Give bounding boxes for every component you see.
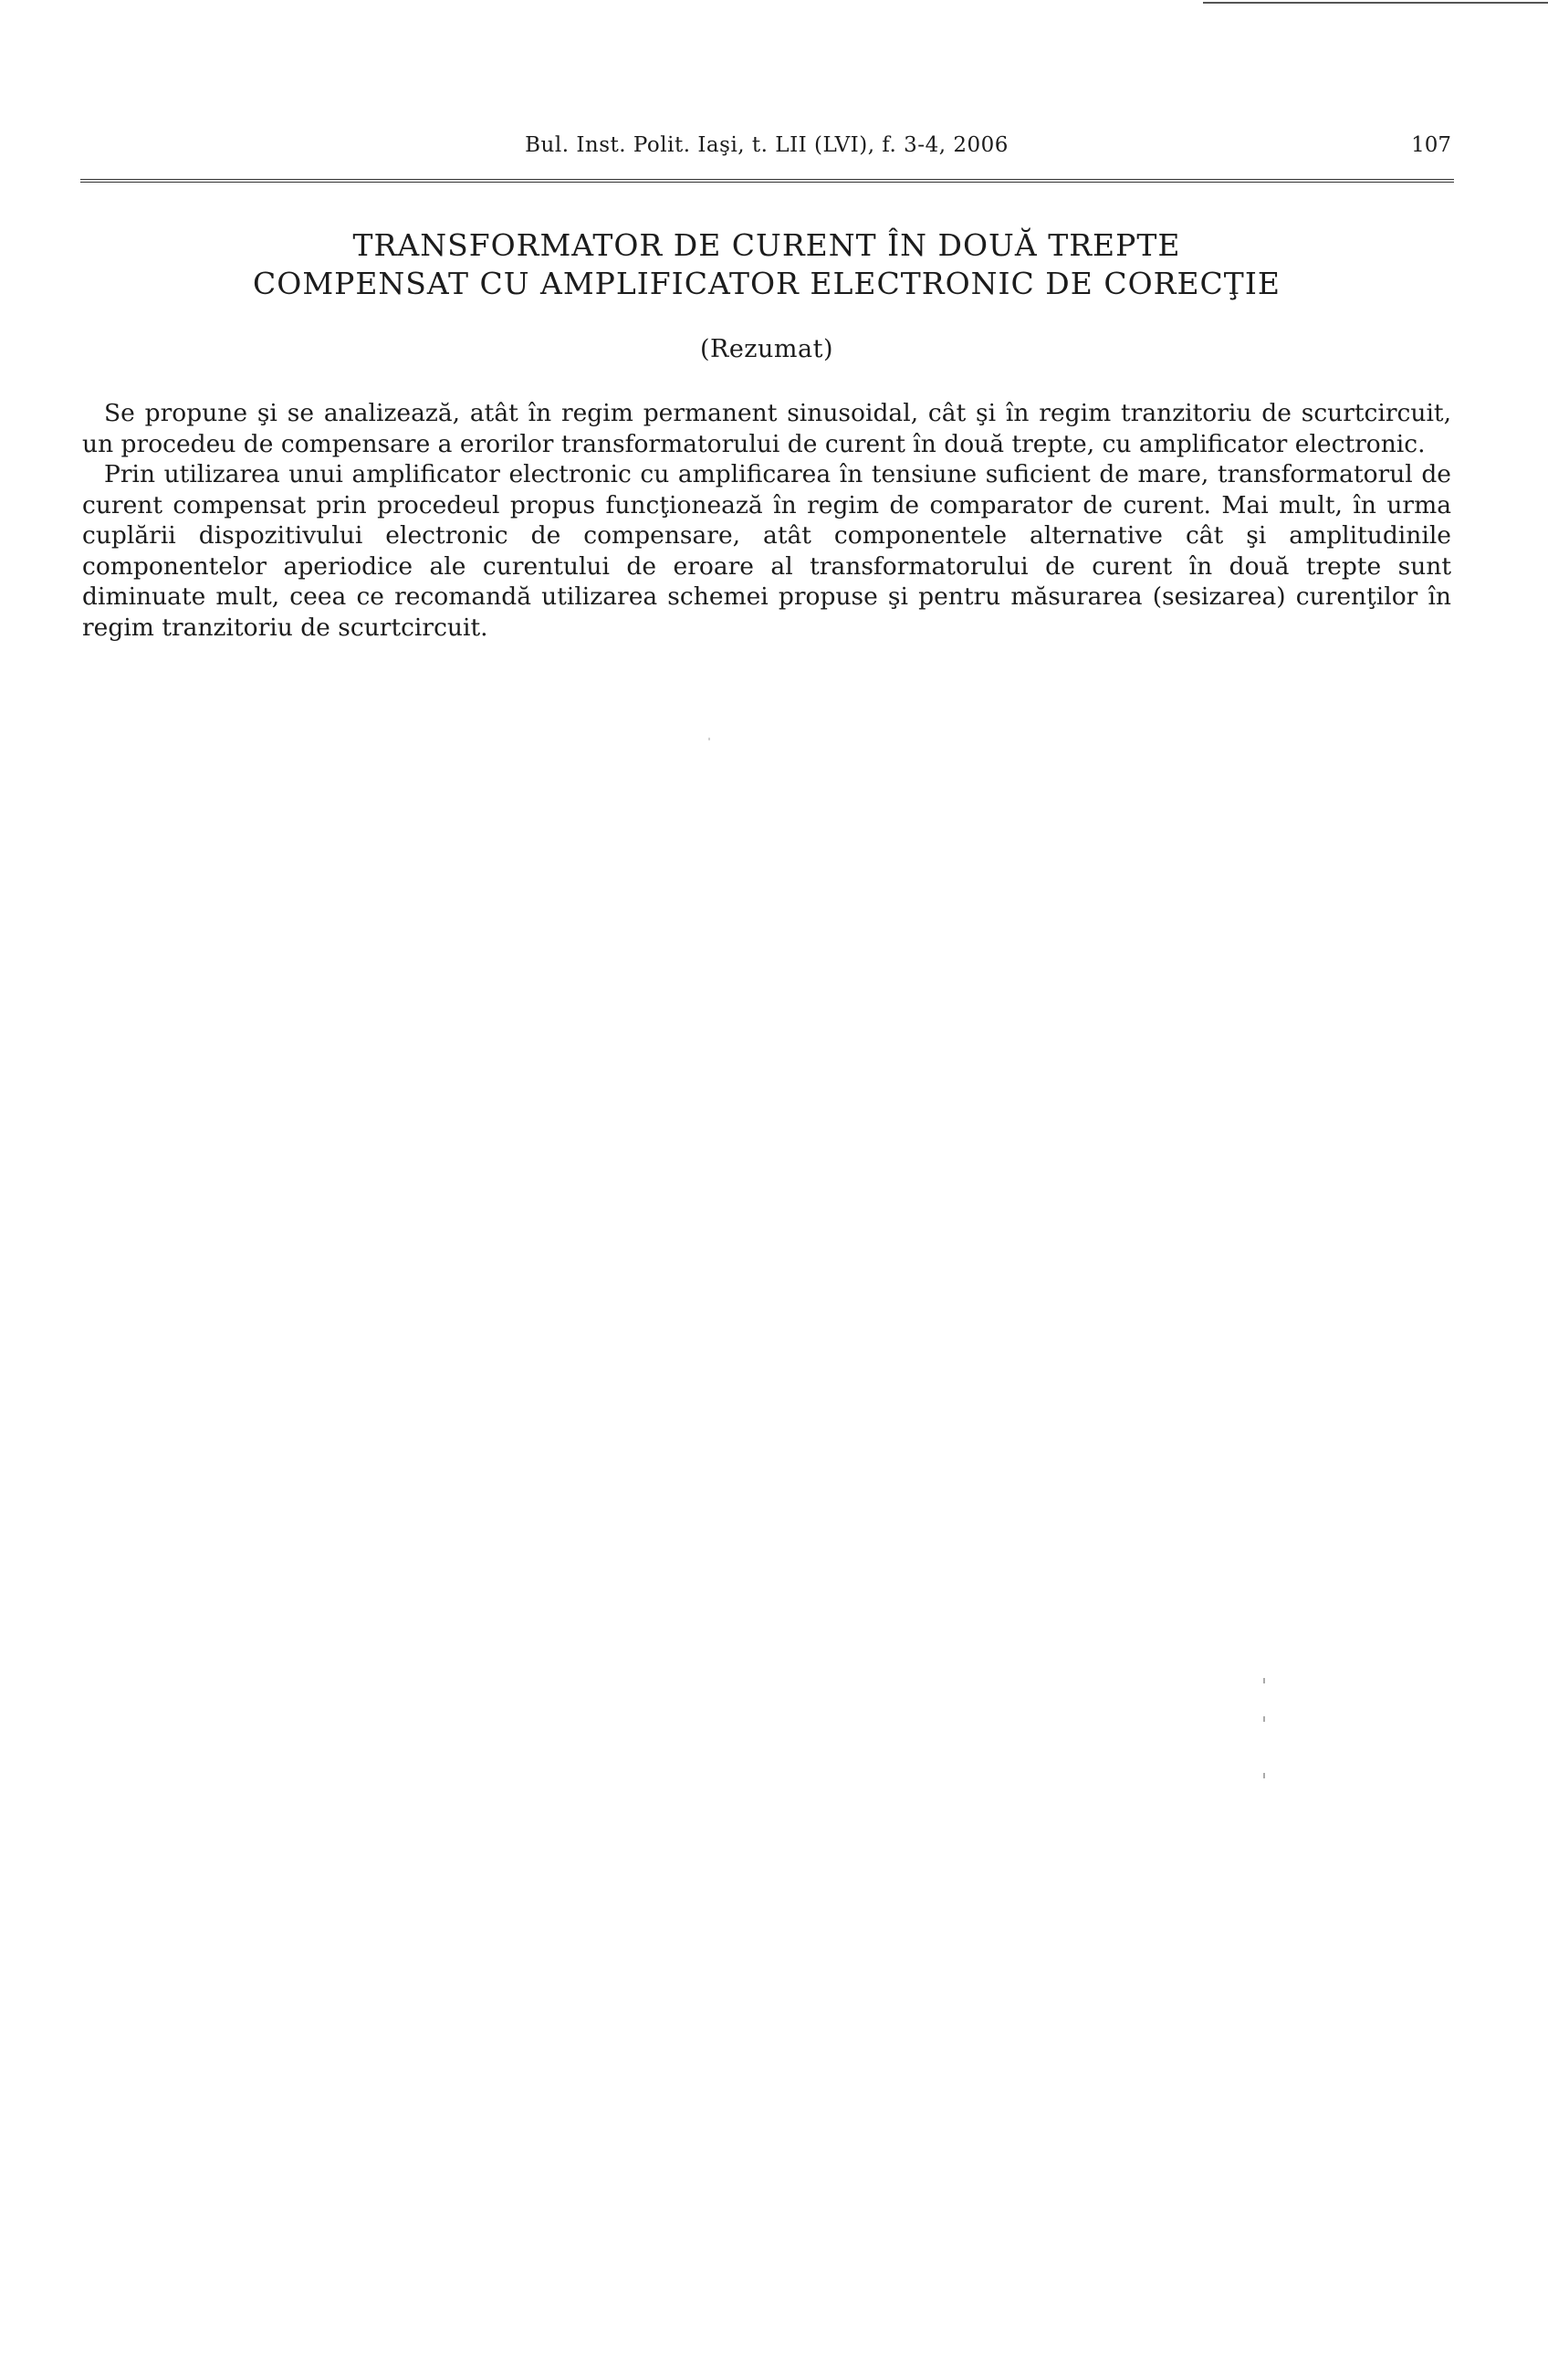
page-number: 107 xyxy=(1411,133,1451,157)
abstract-heading: (Rezumat) xyxy=(699,335,834,363)
scan-speck xyxy=(1263,1773,1265,1778)
running-header xyxy=(82,133,1451,164)
abstract-paragraph-1: Se propune şi se analizează, atât în regim permanent sinusoidal, cât şi în regim tranzitoriu de scurtcircuit, un procedeu de compensare a erorilor transformatorului de curent în două trepte, cu amplificator electronic. xyxy=(82,399,1451,458)
header-rule xyxy=(80,179,1454,183)
journal-reference: Bul. Inst. Polit. Iaşi, t. LII (LVI), f. 3-4, 2006 xyxy=(525,133,1009,157)
scan-speck xyxy=(1263,1678,1265,1683)
abstract-paragraph-2: Prin utilizarea unui amplificator electronic cu amplificarea în tensiune suficient de mare, transformatorul de curent compensat prin procedeul propus funcţionează în regim de comparator de curent. Mai mult, în urma cuplării dispozitivului electronic de compensare, atât componentele alternative cât şi amplitudinile componentelor aperiodice ale curentului de eroare al transformatorului de curent în două trepte sunt diminuate mult, ceea ce recomandă utilizarea schemei propuse şi pentru măsurarea (sesizarea) curenţilor în regim tranzitoriu de scurtcircuit. xyxy=(82,460,1451,642)
scan-edge-line xyxy=(1203,2,1548,4)
title-line-2: COMPENSAT CU AMPLIFICATOR ELECTRONIC DE CORECŢIE xyxy=(253,266,1281,301)
scan-speck xyxy=(1263,1716,1265,1722)
article-title xyxy=(82,226,1451,303)
abstract-body xyxy=(82,398,1451,643)
title-line-1: TRANSFORMATOR DE CURENT ÎN DOUĂ TREPTE xyxy=(352,227,1181,263)
scan-speck xyxy=(708,738,710,740)
